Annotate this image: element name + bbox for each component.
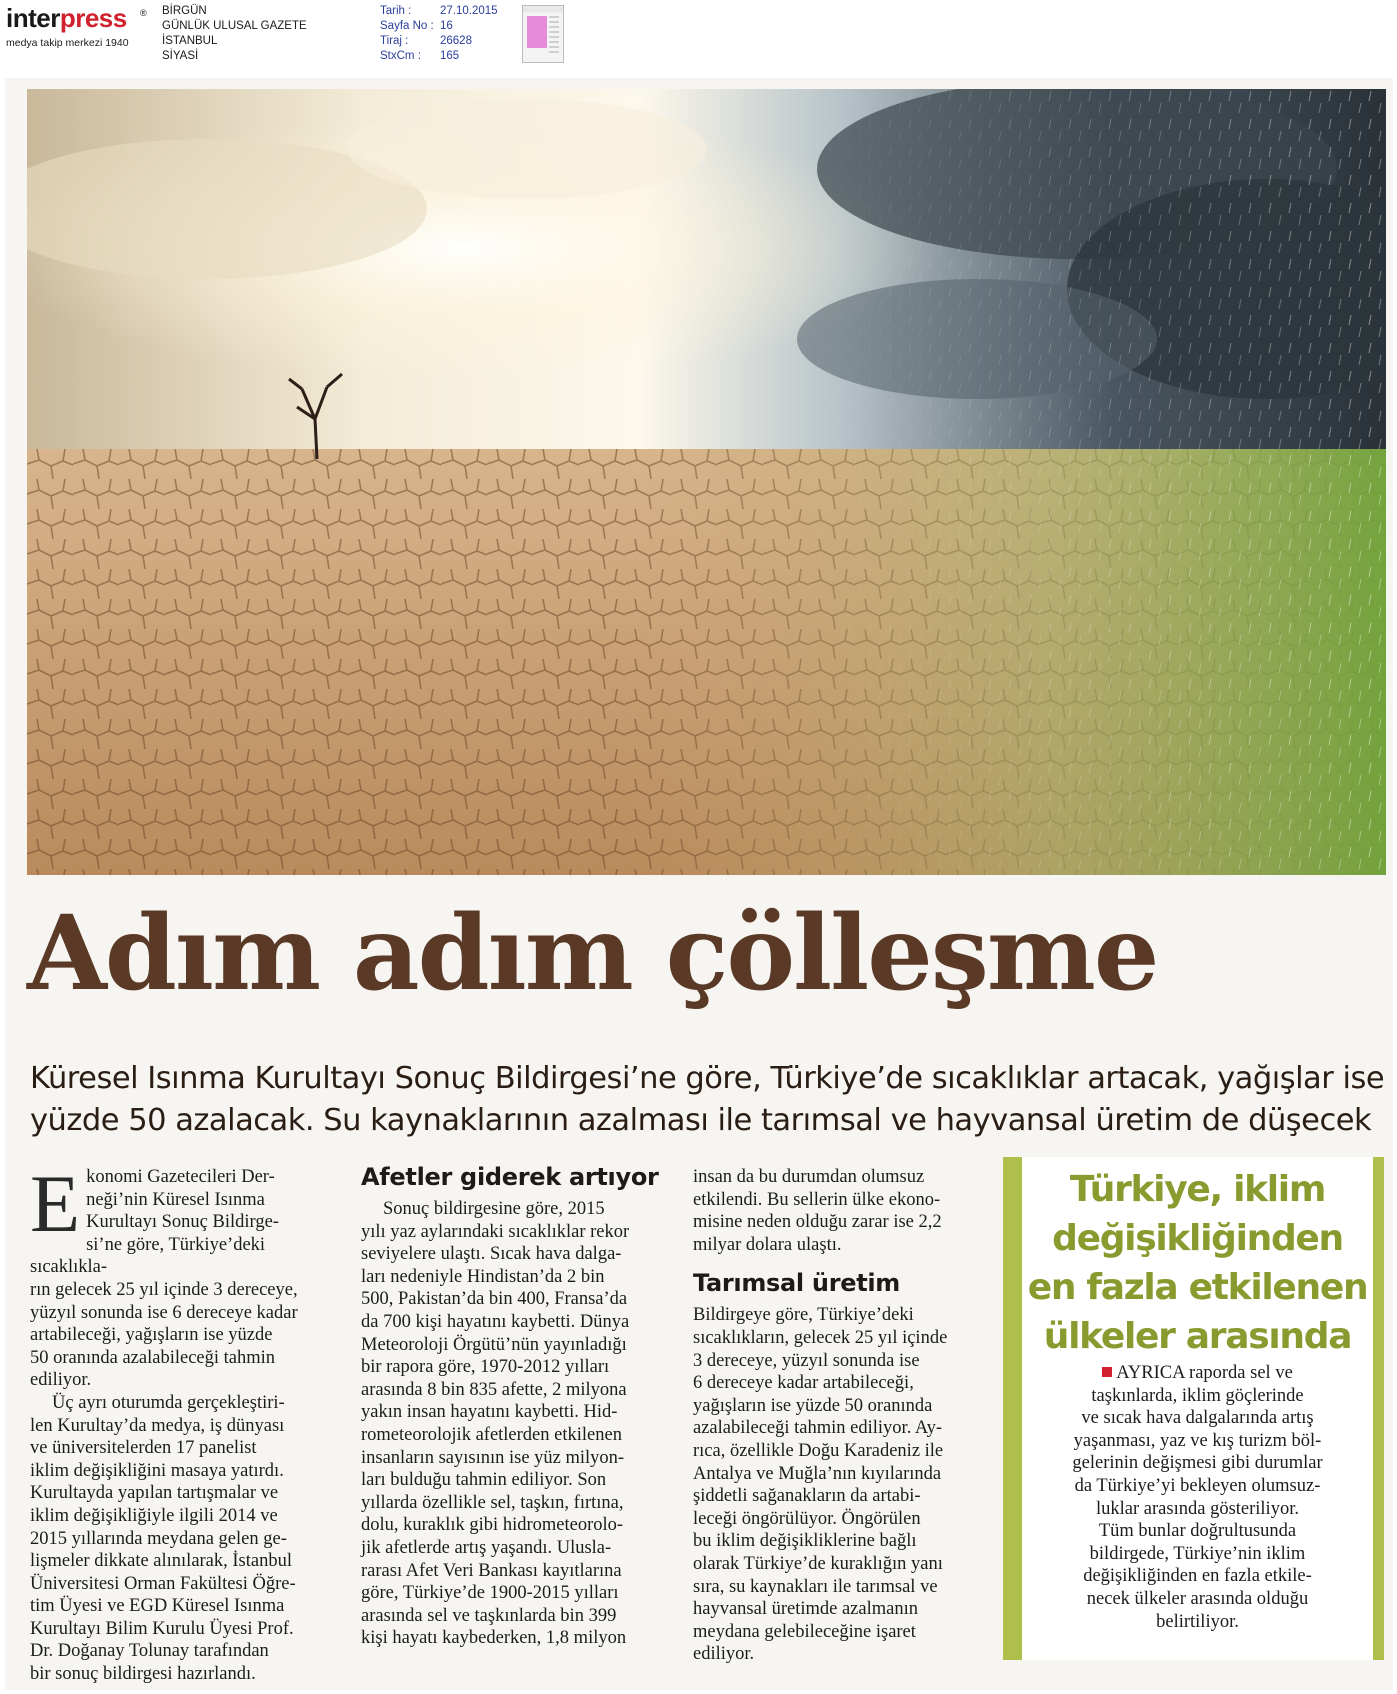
body-line: insanların sayısının ise yüz milyon-: [361, 1447, 625, 1468]
body-line: taşkınlarda, iklim göçlerinde: [1091, 1385, 1304, 1406]
body-line: şiddetli sağanakların da artabi-: [693, 1486, 921, 1507]
meta-row: [380, 4, 498, 19]
body-line: 3 dereceye, yüzyıl sonunda ise: [693, 1350, 920, 1371]
body-line: yıllarda özellikle sel, taşkın, fırtına,: [361, 1492, 624, 1513]
body-line: yüzyıl sonunda ise 6 dereceye kadar: [30, 1302, 298, 1323]
body-line: ları nedeniyle Hindistan’da 2 bin: [361, 1266, 605, 1287]
body-line: lişmeler dikkate alınılarak, İstanbul: [30, 1551, 292, 1572]
body-line: artabileceği, yağışların ise yüzde: [30, 1325, 273, 1346]
body-line: arasında 8 bin 835 afette, 2 milyona: [361, 1379, 627, 1400]
body-line: milyar dolara ulaştı.: [693, 1234, 842, 1255]
body-line: yaşanması, yaz ve kış turizm böl-: [1073, 1430, 1322, 1451]
body-line: da 700 kişi hayatını kaybetti. Dünya: [361, 1311, 630, 1332]
logo-tagline: medya takip merkezi 1940: [6, 37, 129, 49]
body-line: hayvansal üretimde azalmanın: [693, 1599, 918, 1620]
body-line: ediliyor.: [693, 1644, 755, 1665]
body-line: AYRICA raporda sel ve: [1116, 1363, 1293, 1383]
drop-cap: E: [30, 1158, 81, 1249]
sidebar-title-line: Türkiye, iklim: [1069, 1169, 1326, 1210]
article-column-3: [693, 1166, 993, 1666]
body-line: Kurultayda yapılan tartışmalar ve: [30, 1483, 279, 1504]
body-line: Bildirgeye göre, Türkiye’deki: [693, 1305, 914, 1326]
article-column-2: [361, 1163, 676, 1650]
body-line: bu iklim değişikliklerine bağlı: [693, 1531, 917, 1552]
hero-photo-drought: [27, 89, 1386, 875]
body-line: jik afetlerde artış yaşandı. Ulusla-: [361, 1537, 612, 1558]
meta-key: Tarih :: [380, 5, 412, 17]
body-line: değişikliğinden en fazla etkile-: [1083, 1566, 1312, 1587]
logo-wordmark: [6, 4, 127, 32]
deck-line: yüzde 50 azalacak. Su kaynaklarının azalması ile tarımsal ve hayvansal üretim de düşecek: [30, 1103, 1372, 1138]
body-line: bir sonuç bildirgesi hazırlandı.: [30, 1664, 256, 1685]
body-line: ediliyor.: [30, 1370, 92, 1391]
meta-row: [380, 49, 498, 64]
body-line: rın gelecek 25 yıl içinde 3 dereceye,: [30, 1279, 298, 1300]
body-line: azalabileceği tahmin ediliyor. Ay-: [693, 1418, 942, 1439]
subheading-tarimsal: Tarımsal üretim: [693, 1269, 901, 1298]
meta-key: Tiraj :: [380, 35, 409, 47]
body-line: olarak Türkiye’de kuraklığın yanı: [693, 1553, 943, 1574]
body-line: gelerinin değişmesi gibi durumlar: [1072, 1453, 1323, 1474]
body-line: insan da bu durumdan olumsuz: [693, 1167, 925, 1187]
body-line: rıca, özellikle Doğu Karadeniz ile: [693, 1440, 944, 1461]
publication-city: İSTANBUL: [162, 35, 218, 47]
body-line: iklim değişikliğini masaya yatırdı.: [30, 1460, 284, 1481]
body-line: neği’nin Küresel Isınma: [86, 1189, 265, 1210]
meta-value: 16: [440, 20, 453, 32]
body-line: leceği öngörülüyor. Öngörülen: [693, 1508, 921, 1529]
sidebar-title-line: ülkeler arasında: [1043, 1316, 1352, 1357]
thumbnail-highlight: [527, 16, 547, 48]
meta-value: 165: [440, 50, 460, 62]
sidebar-title-line: değişikliğinden: [1052, 1218, 1343, 1259]
logo-word-inter: inter: [6, 3, 60, 33]
body-line: Tüm bunlar doğrultusunda: [1098, 1521, 1297, 1542]
drought-landscape-illustration: [27, 89, 1386, 875]
publication-name: BİRGÜN: [162, 5, 207, 17]
body-line: ve sıcak hava dalgalarında artış: [1081, 1408, 1314, 1429]
subheading-afetler: Afetler giderek artıyor: [361, 1163, 659, 1191]
body-line: kişi hayatı kaybederken, 1,8 milyon: [361, 1628, 627, 1649]
sidebar-body: [1040, 1362, 1355, 1633]
body-line: meydana gelebileceğine işaret: [693, 1621, 916, 1642]
body-line: konomi Gazetecileri Der-: [86, 1167, 275, 1187]
body-line: luklar arasında gösteriliyor.: [1096, 1498, 1299, 1519]
body-line: seviyelere ulaştı. Sıcak hava dalga-: [361, 1244, 622, 1265]
body-line: 50 oranında azalabileceği tahmin: [30, 1347, 276, 1368]
sidebar-title-line: en fazla etkilenen: [1027, 1267, 1368, 1308]
sidebar-first-line: [1040, 1362, 1355, 1385]
article-deck: [30, 1058, 1385, 1142]
body-line: rarası Afet Veri Bankası kayıtlarına: [361, 1560, 622, 1581]
meta-key: Sayfa No :: [380, 20, 434, 32]
body-line: Sonuç bildirgesine göre, 2015: [383, 1199, 605, 1219]
body-line: len Kurultay’da medya, iş dünyası: [30, 1415, 285, 1436]
body-line: bildirgede, Türkiye’nin iklim: [1089, 1543, 1306, 1564]
body-line: sıcaklıkların, gelecek 25 yıl içinde: [693, 1327, 948, 1348]
meta-value: 27.10.2015: [440, 5, 498, 17]
body-line: bir rapora göre, 1970-2012 yılları: [361, 1357, 610, 1378]
sidebar-title: [1022, 1165, 1373, 1361]
body-line: sıra, su kaynakları ile tarımsal ve: [693, 1576, 938, 1597]
meta-value: 26628: [440, 35, 472, 47]
body-line: iklim değişikliğiyle ilgili 2014 ve: [30, 1505, 278, 1526]
body-line: Dr. Doğanay Tolunay tarafından: [30, 1641, 269, 1662]
body-line: Üniversitesi Orman Fakültesi Öğre-: [30, 1573, 296, 1594]
publication-section: SİYASİ: [162, 50, 199, 62]
body-line: arasında sel ve taşkınlarda bin 399: [361, 1605, 617, 1626]
body-line: Üç ayrı oturumda gerçekleştiri-: [52, 1392, 285, 1413]
body-line: Antalya ve Muğla’nın kıyılarında: [693, 1463, 942, 1484]
body-line: tim Üyesi ve EGD Küresel Isınma: [30, 1596, 285, 1617]
registered-mark: ®: [140, 8, 147, 18]
body-line: 2015 yıllarında meydana gelen ge-: [30, 1528, 287, 1549]
page-thumbnail[interactable]: [522, 5, 564, 63]
article-column-1: [30, 1158, 340, 1686]
body-line: 6 dereceye kadar artabileceği,: [693, 1373, 914, 1394]
body-line: ları bulduğu tahmin ediliyor. Son: [361, 1470, 607, 1491]
meta-key: StxCm :: [380, 50, 421, 62]
body-line: si’ne göre, Türkiye’deki sıcaklıkla-: [30, 1234, 266, 1278]
article-headline: Adım adım çölleşme: [27, 893, 1158, 1014]
clipping-header: [0, 0, 1397, 70]
publication-type: GÜNLÜK ULUSAL GAZETE: [162, 20, 307, 32]
body-line: Meteoroloji Örgütü’nün yayınladığı: [361, 1334, 627, 1355]
body-line: belirtiliyor.: [1156, 1611, 1239, 1632]
body-line: yılı yaz aylarındaki sıcaklıklar rekor: [361, 1221, 630, 1242]
body-line: Kurultayı Sonuç Bildirge-: [86, 1212, 279, 1233]
deck-line: Küresel Isınma Kurultayı Sonuç Bildirgesi’ne göre, Türkiye’de sıcaklıklar artacak, yağışlar ise: [30, 1061, 1385, 1096]
body-line: misine neden olduğu zarar ise 2,2: [693, 1212, 942, 1233]
clipping-meta: [380, 4, 498, 64]
body-line: yağışların ise yüzde 50 oranında: [693, 1395, 933, 1416]
body-line: ve üniversitelerden 17 panelist: [30, 1438, 257, 1459]
body-line: göre, Türkiye’de 1900-2015 yılları: [361, 1583, 619, 1604]
body-line: dolu, kuraklık gibi hidrometeorolo-: [361, 1515, 624, 1536]
square-bullet-icon: [1102, 1367, 1112, 1377]
body-line: Kurultayı Bilim Kurulu Üyesi Prof.: [30, 1618, 294, 1639]
logo-word-press: press: [59, 3, 127, 33]
body-line: etkilendi. Bu sellerin ülke ekono-: [693, 1189, 941, 1210]
body-line: necek ülkeler arasında olduğu: [1086, 1588, 1309, 1609]
body-line: da Türkiye’yi bekleyen olumsuz-: [1074, 1475, 1321, 1496]
body-line: 500, Pakistan’da bin 400, Fransa’da: [361, 1289, 628, 1310]
interpress-logo: [6, 4, 148, 48]
body-line: yakın insan hayatını kaybetti. Hid-: [361, 1402, 618, 1423]
thumbnail-text-lines: [549, 16, 559, 56]
body-line: rometeorolojik afetlerden etkilenen: [361, 1424, 622, 1445]
publication-info: [162, 4, 307, 64]
meta-row: [380, 19, 498, 34]
meta-row: [380, 34, 498, 49]
